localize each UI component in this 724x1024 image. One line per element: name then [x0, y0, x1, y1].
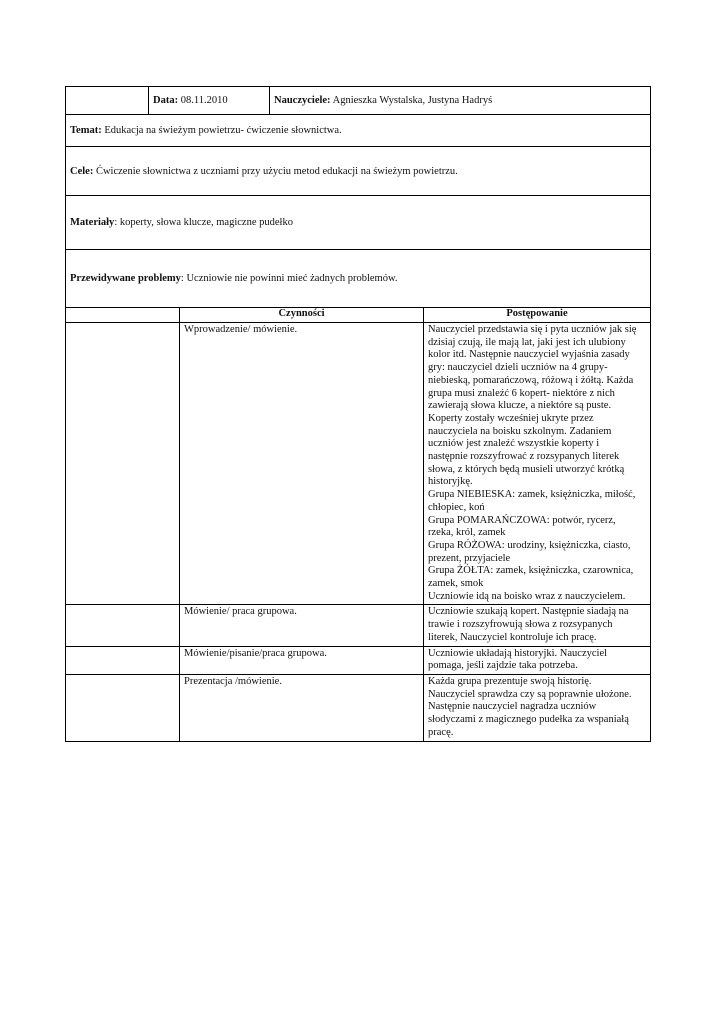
- procedure-line: trawie i rozszyfrowują słowa z rozsypanych: [428, 619, 613, 631]
- procedure-cell: [424, 646, 651, 674]
- procedure-line: dzisiaj czują, ile mają lat, jaki jest ich ulubiony: [428, 336, 626, 348]
- materials-row: [66, 196, 651, 250]
- procedure-line: grupa musi znaleźć 6 kopert- niektóre z nich: [428, 387, 615, 399]
- topic-value: Edukacja na świeżym powietrzu- ćwiczenie słownictwa.: [104, 125, 342, 136]
- goals-row: [66, 147, 651, 196]
- empty-header-cell: [66, 308, 180, 323]
- problems-row: [66, 250, 651, 308]
- procedure-line: Uczniowie szukają kopert. Następnie siadają na: [428, 606, 629, 618]
- procedure-line: słowa, z których będą musieli utworzyć krótką: [428, 463, 625, 475]
- procedure-cell: [424, 674, 651, 741]
- teachers-value: Agnieszka Wystalska, Justyna Hadryś: [332, 95, 493, 106]
- procedure-line: zamek, smok: [428, 578, 484, 590]
- problems-cell: [66, 250, 651, 308]
- materials-value: : koperty, słowa klucze, magiczne pudełko: [114, 217, 293, 228]
- procedure-line: Grupa POMARAŃCZOWA: potwór, rycerz,: [428, 514, 616, 526]
- lesson-header-table: [65, 86, 651, 308]
- materials-cell: [66, 196, 651, 250]
- procedure-line: Uczniowie układają historyjki. Nauczyciel: [428, 647, 608, 659]
- activity-row: [66, 323, 651, 605]
- activities-body: [66, 323, 651, 742]
- procedure-line: pracę.: [428, 726, 454, 738]
- procedure-line: gry: nauczyciel dzieli uczniów na 4 grupy-: [428, 362, 608, 374]
- procedure-line: nauczyciela na boisku szkolnym. Zadaniem: [428, 425, 612, 437]
- procedure-column-header: Postępowanie: [424, 308, 651, 323]
- activity-cell: Mówienie/pisanie/praca grupowa.: [180, 646, 424, 674]
- empty-cell: [66, 323, 180, 605]
- problems-value: : Uczniowie nie powinni mieć żadnych problemów.: [180, 273, 398, 284]
- procedure-line: Uczniowie idą na boisko wraz z nauczycielem.: [428, 590, 626, 602]
- procedure-line: następnie rozszyfrować z rozsypanych literek: [428, 451, 620, 463]
- activities-column-header: Czynności: [180, 308, 424, 323]
- procedure-line: Każda grupa prezentuje swoją historię.: [428, 675, 592, 687]
- date-cell: [149, 87, 270, 115]
- procedure-cell: [424, 605, 651, 646]
- procedure-line: uczniów jest znaleźć wszystkie koperty i: [428, 438, 600, 450]
- procedure-cell: [424, 323, 651, 605]
- procedure-line: Grupa NIEBIESKA: zamek, księżniczka, miłość,: [428, 489, 636, 501]
- goals-label: Cele:: [70, 165, 94, 177]
- procedure-line: historyjkę.: [428, 476, 473, 488]
- topic-row: [66, 115, 651, 147]
- procedure-line: rzeka, król, zamek: [428, 527, 506, 539]
- activity-row: [66, 674, 651, 741]
- teachers-cell: [270, 87, 651, 115]
- header-row: [66, 87, 651, 115]
- teachers-label: Nauczyciele:: [274, 95, 331, 106]
- procedure-line: kolor itd. Następnie nauczyciel wyjaśnia zasady: [428, 349, 630, 361]
- goals-value: Ćwiczenie słownictwa z uczniami przy użyciu metod edukacji na świeżym powietrzu.: [95, 165, 458, 177]
- empty-cell: [66, 674, 180, 741]
- procedure-line: Następnie nauczyciel nagradza uczniów: [428, 701, 597, 713]
- procedure-line: zawierają słowa klucze, a niektóre są puste.: [428, 400, 612, 412]
- date-label: Data:: [153, 95, 179, 106]
- activities-header-row: [66, 308, 651, 323]
- procedure-line: Nauczyciel sprawdza czy są poprawnie ułożone.: [428, 688, 632, 700]
- empty-cell: [66, 87, 149, 115]
- procedure-line: słodyczami z magicznego pudełka za wspaniałą: [428, 714, 629, 726]
- procedure-line: chłopiec, koń: [428, 501, 485, 513]
- procedure-line: Grupa RÓŻOWA: urodziny, księżniczka, ciasto,: [428, 539, 631, 551]
- activity-row: [66, 646, 651, 674]
- date-value: 08.11.2010: [180, 95, 228, 106]
- empty-cell: [66, 605, 180, 646]
- procedure-line: Nauczyciel przedstawia się i pyta uczniów jak się: [428, 324, 637, 335]
- procedure-line: prezent, przyjaciele: [428, 552, 511, 564]
- goals-cell: [66, 147, 651, 196]
- activities-table: [65, 307, 651, 742]
- procedure-line: pomaga, jeśli zajdzie taka potrzeba.: [428, 660, 578, 672]
- topic-label: Temat:: [70, 125, 102, 136]
- procedure-line: niebieską, pomarańczową, różową i żółtą. Każda: [428, 374, 634, 386]
- problems-label: Przewidywane problemy: [70, 273, 181, 284]
- empty-cell: [66, 646, 180, 674]
- activity-row: [66, 605, 651, 646]
- activity-cell: Prezentacja /mówienie.: [180, 674, 424, 741]
- activity-cell: Mówienie/ praca grupowa.: [180, 605, 424, 646]
- procedure-line: Grupa ŻÓŁTA: zamek, księżniczka, czarownica,: [428, 565, 634, 577]
- procedure-line: Koperty zostały wcześniej ukryte przez: [428, 412, 594, 424]
- topic-cell: [66, 115, 651, 147]
- procedure-line: literek, Nauczyciel kontroluje ich pracę.: [428, 631, 597, 643]
- activity-cell: Wprowadzenie/ mówienie.: [180, 323, 424, 605]
- materials-label: Materiały: [70, 217, 115, 228]
